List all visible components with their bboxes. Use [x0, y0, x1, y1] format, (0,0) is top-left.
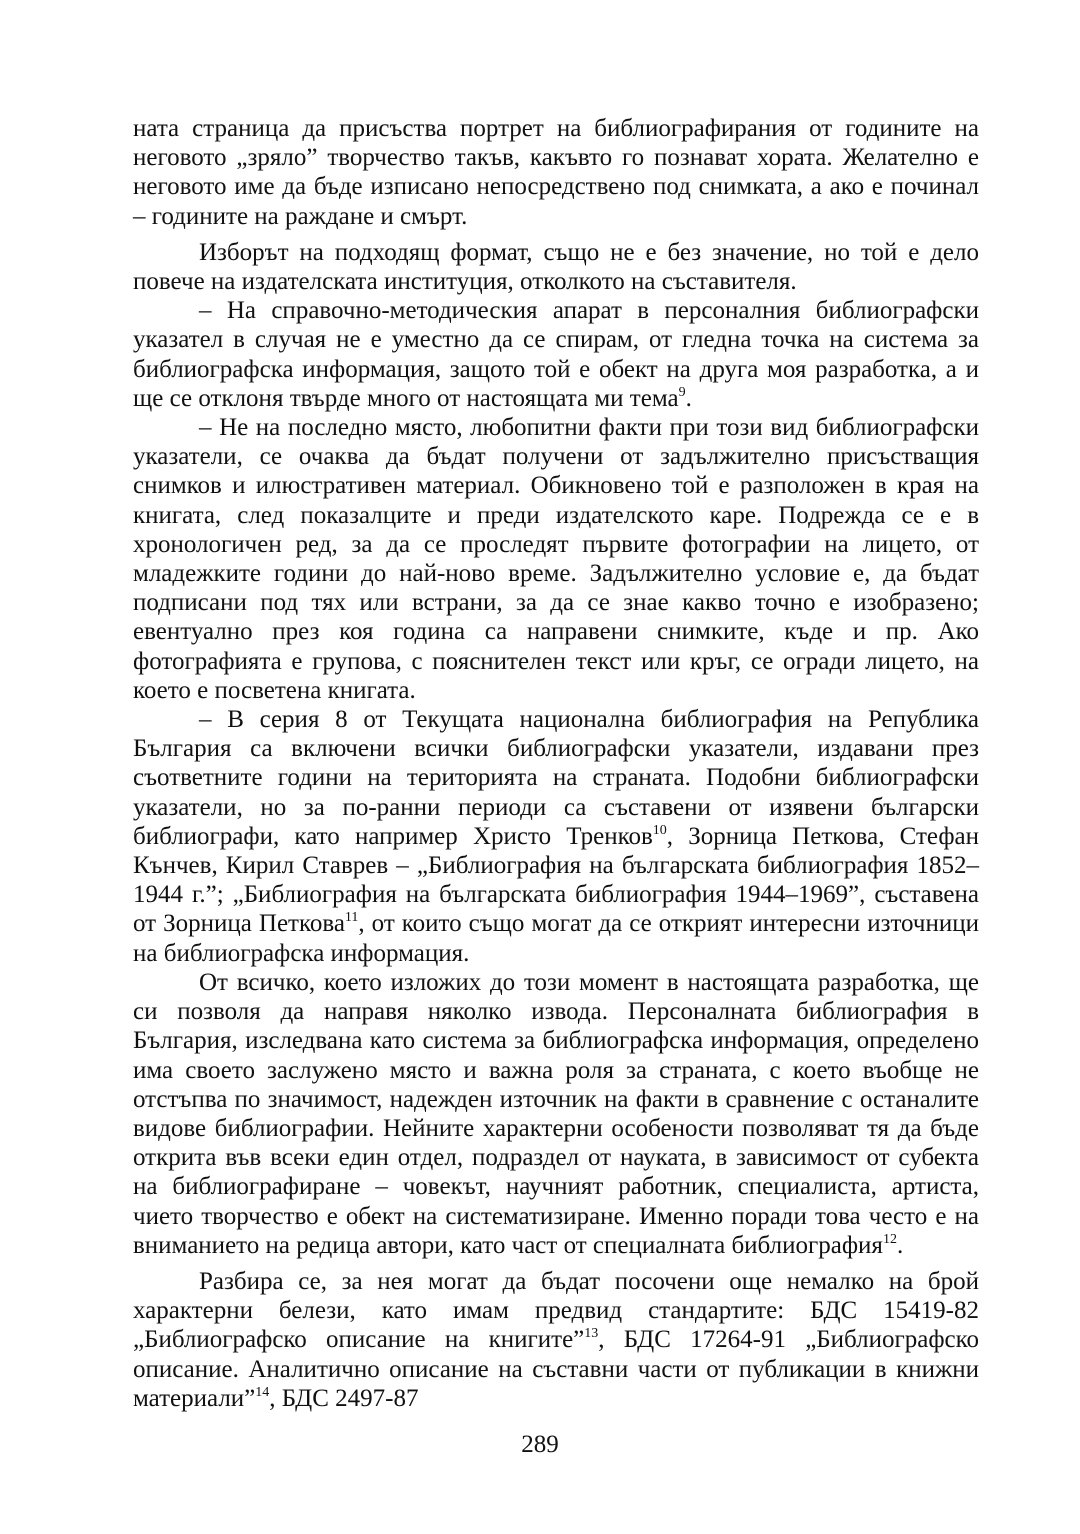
paragraph-6: От всичко, което изложих до този момент в настоящата разработка, ще си позволя да направя няколко извода. Персоналната библиография в България, изследвана като система за библиографска информация, определено има своето заслужено място и важна роля за страната, с което въобще не отстъпва по значимост, надежден източник на факти в сравнение с останалите видове библиографии. Нейните характерни особености позволяват тя да бъде открита във всеки един отдел, подраздел от науката, в зависимост от субекта на библиографиране – човекът, научният работник, специалиста, артиста, чието творчество е обект на систематизиране. Именно поради това често е на вниманието на редица автори, като част от специалната библиография$^{12}$.	[133, 968, 979, 1259]
footnote-ref-10: 10	[652, 822, 667, 838]
page-body	[133, 114, 979, 1413]
page-number: 289	[521, 1431, 559, 1458]
paragraph-7: Разбира се, за нея могат да бъдат посочени още немалко на брой характерни белези, като имам предвид стандартите: БДС 15419-82 „Библиографско описание на книгите”$^{13}$, БДС 17264-91 „Библиографско описание. Аналитично описание на съставни части от публикации в книжни материали”$^{14}$, БДС 2497-87	[133, 1267, 979, 1412]
paragraph-4: – Не на последно място, любопитни факти при този вид библиографски указатели, се очаква да бъдат получени от задължително присъстващия снимков и илюстративен материал. Обикновено той е разположен в края на книгата, след показалците и преди издателското каре. Подрежда се е в хронологичен ред, за да се проследят първите фотографии на лицето, от младежките години до най-ново време. Задължително условие е, да бъдат подписани под тях или встрани, за да се знае какво точно е изобразено; евентуално през коя година са направени снимките, къде и пр. Ако фотографията е групова, с пояснителен текст или кръг, се огради лицето, на което е посветена книгата.	[133, 414, 979, 704]
footnote-ref-9: 9	[678, 384, 686, 400]
paragraph-1: ната страница да присъства портрет на библиографирания от годините на неговото „зряло” творчество такъв, какъвто го познават хората. Желателно е неговото име да бъде изписано непосредствено под снимката, а ако е починал – годините на раждане и смърт.	[133, 115, 979, 230]
paragraph-5: – В серия 8 от Текущата национална библиография на Република България са включени всички библиографски указатели, издавани през съответните години на територията на страната. Подобни библиографски указатели, но за по-ранни периоди са съставени от изявени български библиографи, като например Христо Тренков$^{10}$, Зорница Петкова, Стефан Кънчев, Кирил Ставрев – „Библиография на българската библиография 1852–1944 г.”; „Библиография на българската библиография 1944–1969”, съставена от Зорница Петкова$^{11}$, от които също могат да се открият интересни източници на библиографска информация.	[133, 706, 979, 967]
footnote-ref-12: 12	[882, 1231, 897, 1247]
paragraph-3: – На справочно-методическия апарат в персоналния библиографски указател в случая не е уместно да се спирам, от гледна точка на система за библиографска информация, защото той е обект на друга моя разработка, а и ще се отклоня твърде много от настоящата ми тема$^9$.	[133, 297, 979, 412]
footnote-ref-11: 11	[344, 910, 359, 926]
paragraph-2: Изборът на подходящ формат, също не е без значение, но той е дело повече на издателската институция, отколкото на съставителя.	[133, 238, 979, 296]
footnote-ref-14: 14	[255, 1384, 270, 1400]
footnote-ref-13: 13	[584, 1326, 599, 1342]
